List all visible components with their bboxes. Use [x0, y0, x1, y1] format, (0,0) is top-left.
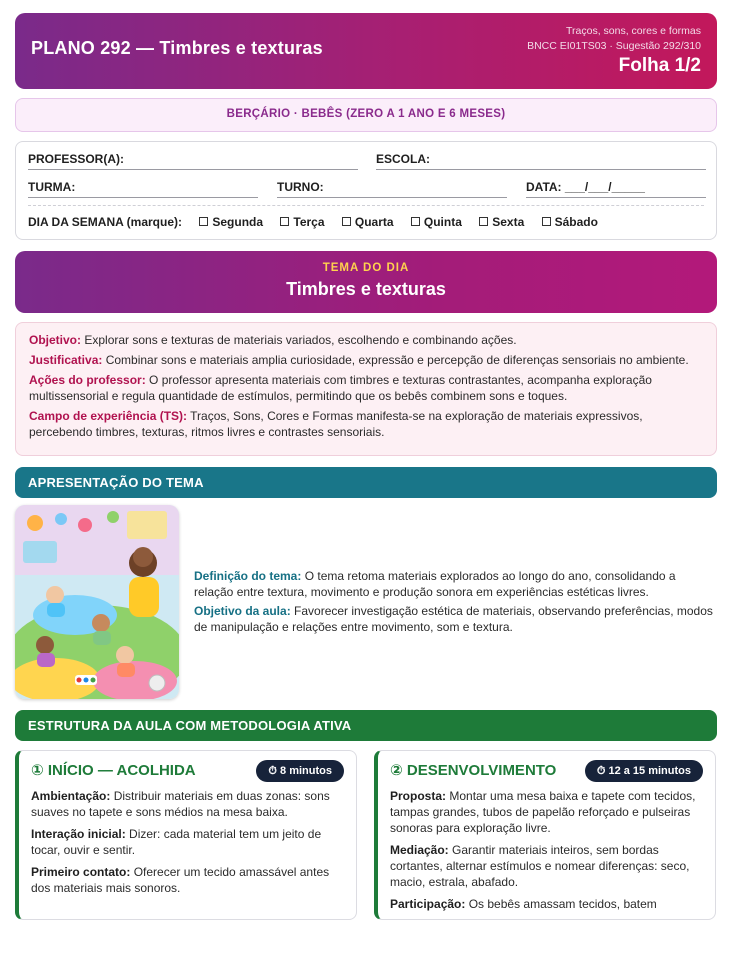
checkbox-icon[interactable] [342, 217, 351, 226]
plan-title: PLANO 292 — Timbres e texturas [31, 38, 323, 58]
checkbox-icon[interactable] [411, 217, 420, 226]
weekday-selector [28, 215, 598, 229]
presentation-section-heading: APRESENTAÇÃO DO TEMA [15, 467, 717, 498]
lesson-goal-paragraph: Objetivo da aula: Favorecer investigação estética de materiais, observando preferências, modos de manipulação e relações entre movimento, som e textura. [194, 604, 713, 634]
date-label: DATA: ___/___/_____ [526, 180, 645, 194]
day-option-sexta[interactable]: Sexta [479, 215, 524, 229]
day-option-segunda[interactable]: Segunda [199, 215, 263, 229]
stage-paragraph: Mediação: Garantir materiais inteiros, sem bordas cortantes, alternar estímulos e nomear diferenças: seco, macio, estrala, abafado. [390, 843, 690, 889]
stage-card-inicio [15, 750, 357, 920]
checkbox-icon[interactable] [479, 217, 488, 226]
duration-badge: ⏱ 12 a 15 minutos [585, 760, 703, 782]
school-field[interactable] [376, 152, 706, 170]
stage-card-desenvolvimento [374, 750, 716, 920]
weekday-label: DIA DA SEMANA (marque): [28, 215, 183, 229]
checkbox-icon[interactable] [542, 217, 551, 226]
school-label: ESCOLA: [376, 152, 430, 166]
theme-title: Timbres e texturas [286, 279, 446, 299]
form-divider [28, 205, 704, 206]
date-field[interactable] [526, 180, 706, 198]
stage-paragraph: Ambientação: Distribuir materiais em duas zonas: sons suaves no tapete e sons médios na mesa baixa. [31, 789, 330, 819]
teacher-field[interactable] [28, 152, 358, 170]
objectives-box [15, 322, 717, 456]
teacher-label: PROFESSOR(A): [28, 152, 124, 166]
shift-label: TURNO: [277, 180, 324, 194]
plan-header [15, 13, 717, 89]
theme-definition-paragraph: Definição do tema: O tema retoma materiais explorados ao longo do ano, consolidando a relação entre textura, movimento e produção sonora em experiências estéticas livres. [194, 569, 676, 599]
teacher-actions-paragraph: Ações do professor: O professor apresenta materiais com timbres e texturas contrastantes, acompanha exploração multissensorial e regula quantidade de estímulos, permitindo que os bebês combinem sons e toques. [29, 373, 652, 403]
shift-field[interactable] [277, 180, 507, 198]
justification-paragraph: Justificativa: Combinar sons e materiais amplia curiosidade, expressão e percepção de diferenças sensoriais no ambiente. [29, 353, 689, 367]
day-option-quinta[interactable]: Quinta [411, 215, 462, 229]
class-field[interactable] [28, 180, 258, 198]
sheet-number: Folha 1/2 [618, 55, 701, 76]
day-option-sabado[interactable]: Sábado [542, 215, 598, 229]
day-option-terca[interactable]: Terça [280, 215, 324, 229]
stage-body [31, 788, 344, 902]
stage-paragraph: Participação: Os bebês amassam tecidos, batem [390, 897, 657, 911]
stage-title: ② DESENVOLVIMENTO [390, 762, 557, 779]
stage-paragraph: Primeiro contato: Oferecer um tecido amassável antes dos materiais mais sonoros. [31, 865, 330, 895]
stage-title: ① INÍCIO — ACOLHIDA [31, 762, 196, 779]
meta-theme-field: Traços, sons, cores e formas [566, 25, 701, 37]
classroom-illustration [15, 505, 179, 699]
plan-meta [527, 24, 701, 54]
meta-bncc-code: BNCC EI01TS03 · Sugestão 292/310 [527, 40, 701, 52]
stage-paragraph: Proposta: Montar uma mesa baixa e tapete com tecidos, tampas grandes, tubos de papelão reforçado e pulseiras sonoras para exploração livre. [390, 789, 696, 835]
theme-kicker: TEMA DO DIA [322, 262, 410, 274]
class-label: TURMA: [28, 180, 76, 194]
experience-field-paragraph: Campo de experiência (TS): Traços, Sons, Cores e Formas manifesta-se na exploração de materiais expressivos, percebendo timbres, texturas, ritmos livres e contrastes sensoriais. [29, 409, 643, 439]
identification-form [15, 141, 717, 240]
checkbox-icon[interactable] [199, 217, 208, 226]
day-option-quarta[interactable]: Quarta [342, 215, 394, 229]
checkbox-icon[interactable] [280, 217, 289, 226]
stage-body [390, 788, 703, 918]
age-group-band: BERÇÁRIO · BEBÊS (ZERO A 1 ANO E 6 MESES) [15, 98, 717, 132]
structure-section-heading: ESTRUTURA DA AULA COM METODOLOGIA ATIVA [15, 710, 717, 741]
theme-banner [15, 251, 717, 313]
objective-paragraph: Objetivo: Explorar sons e texturas de materiais variados, escolhendo e combinando ações. [29, 333, 517, 347]
presentation-text [194, 568, 714, 638]
duration-badge: ⏱ 8 minutos [256, 760, 344, 782]
stage-paragraph: Interação inicial: Dizer: cada material tem um jeito de tocar, ouvir e sentir. [31, 827, 322, 857]
